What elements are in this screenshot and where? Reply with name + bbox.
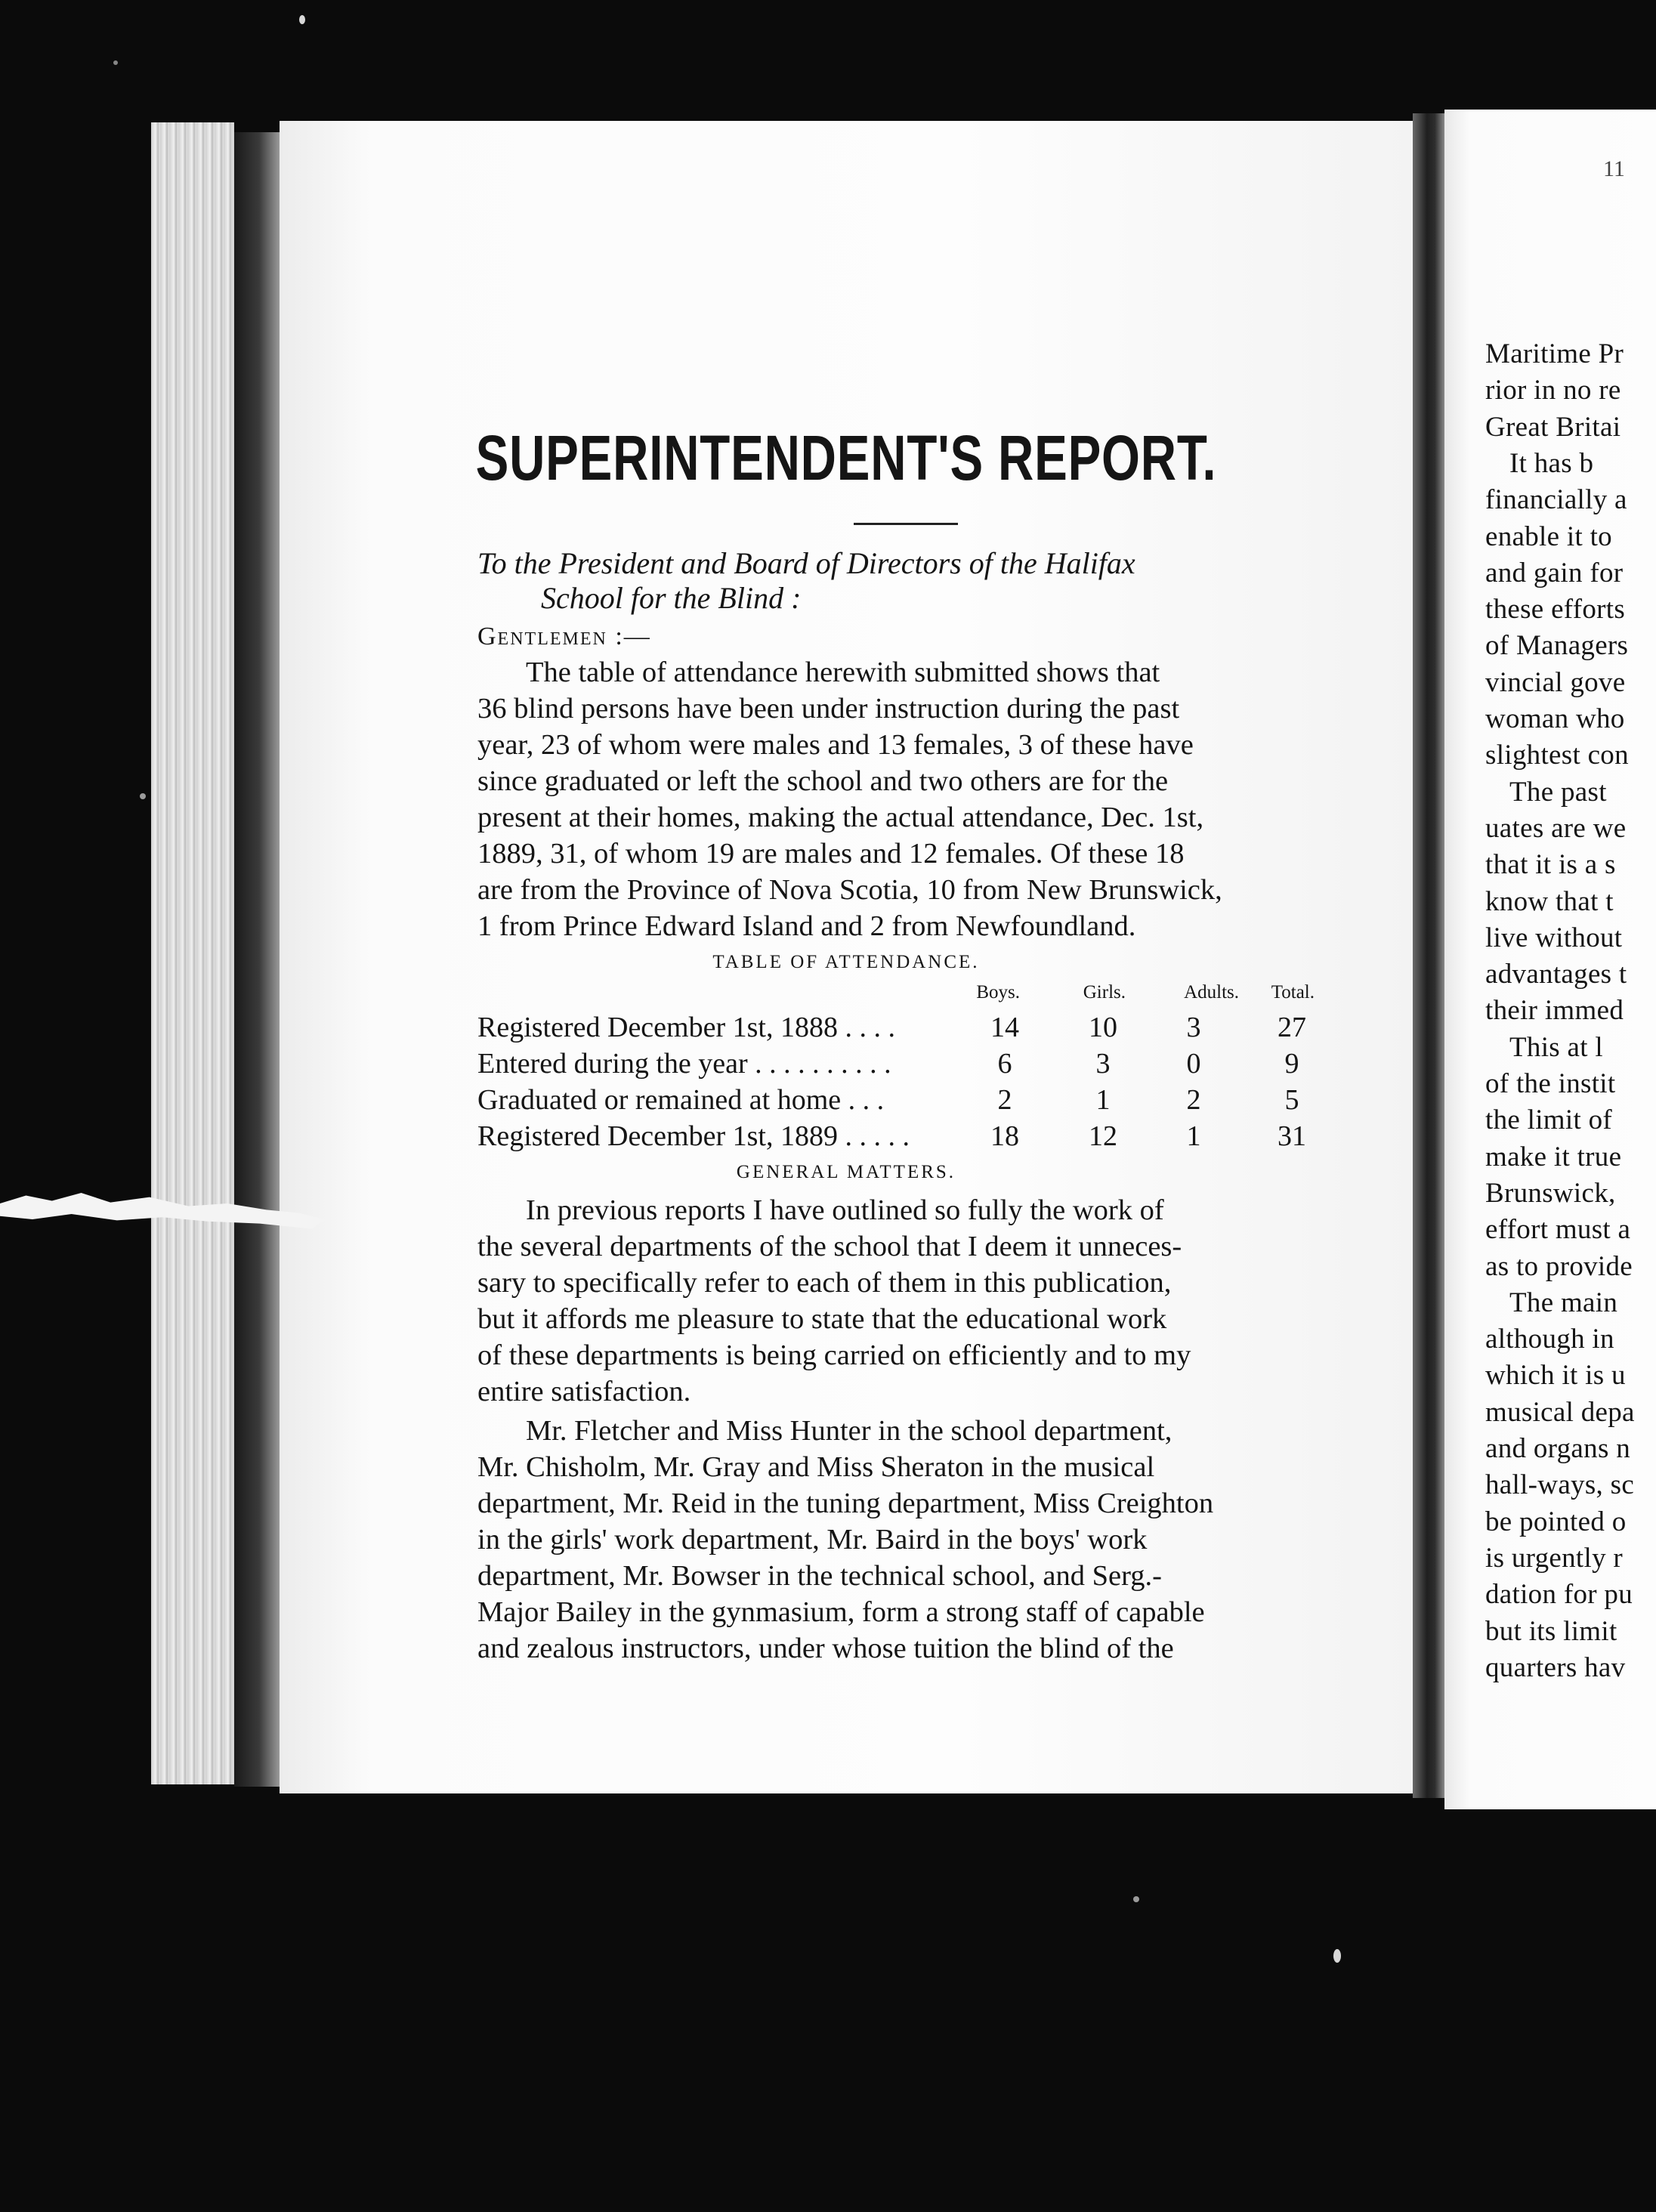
text-line: department, Mr. Bowser in the technical school, and Serg.- <box>477 1560 1162 1592</box>
facing-text-line: but its limit <box>1485 1615 1617 1647</box>
column-header-girls: Girls. <box>1083 982 1126 1003</box>
text-line: 1889, 31, of whom 19 are males and 12 females. Of these 18 <box>477 838 1185 870</box>
facing-text-line: dation for pu <box>1485 1579 1633 1611</box>
table-caption: TABLE OF ATTENDANCE. <box>712 952 980 972</box>
film-speck <box>299 15 305 24</box>
facing-text-line: although in <box>1485 1324 1614 1355</box>
text-line: and zealous instructors, under whose tuition the blind of the <box>477 1633 1174 1664</box>
text-line: sary to specifically refer to each of them in this publication, <box>477 1267 1172 1299</box>
table-row-label: Entered during the year . . . . . . . . . . <box>477 1048 891 1080</box>
text-line: The table of attendance herewith submitted shows that <box>526 656 1160 688</box>
text-line: Major Bailey in the gynmasium, form a strong staff of capable <box>477 1596 1205 1628</box>
table-cell-boys: 14 <box>990 1012 1019 1043</box>
table-cell-girls: 12 <box>1089 1120 1117 1152</box>
table-cell-total: 9 <box>1284 1048 1299 1080</box>
facing-text-line: financially a <box>1485 484 1627 516</box>
salutation-line-2: School for the Blind : <box>541 581 802 615</box>
table-cell-boys: 6 <box>997 1048 1012 1080</box>
table-cell-adults: 0 <box>1186 1048 1201 1080</box>
table-cell-girls: 3 <box>1095 1048 1111 1080</box>
facing-text-line: their immed <box>1485 995 1624 1027</box>
facing-text-line: The main <box>1509 1287 1618 1318</box>
greeting: Gentlemen :— <box>477 623 651 650</box>
column-header-boys: Boys. <box>976 982 1020 1003</box>
text-line: of these departments is being carried on efficiently and to my <box>477 1339 1191 1371</box>
text-line: 36 blind persons have been under instruction during the past <box>477 693 1180 724</box>
facing-text-line: The past <box>1509 776 1607 808</box>
column-header-total: Total. <box>1271 982 1315 1003</box>
table-cell-girls: 1 <box>1095 1084 1111 1116</box>
table-cell-total: 31 <box>1278 1120 1306 1152</box>
facing-text-line: live without <box>1485 922 1623 953</box>
page-stack-edges <box>151 122 234 1784</box>
facing-text-line: Brunswick, <box>1485 1177 1616 1209</box>
facing-text-line: enable it to <box>1485 521 1612 552</box>
table-cell-total: 27 <box>1278 1012 1306 1043</box>
facing-text-line: musical depa <box>1485 1396 1635 1428</box>
table-cell-girls: 10 <box>1089 1012 1117 1043</box>
facing-text-line: This at l <box>1509 1031 1603 1063</box>
text-line: In previous reports I have outlined so fully the work of <box>526 1194 1164 1226</box>
table-cell-adults: 1 <box>1186 1120 1201 1152</box>
text-line: in the girls' work department, Mr. Baird in the boys' work <box>477 1524 1148 1556</box>
left-gutter-shadow <box>234 132 280 1787</box>
text-line: present at their homes, making the actual attendance, Dec. 1st, <box>477 802 1204 833</box>
salutation-line-1: To the President and Board of Directors of the Halifax <box>477 546 1135 580</box>
text-line: Mr. Chisholm, Mr. Gray and Miss Sheraton in the musical <box>477 1451 1155 1483</box>
table-cell-total: 5 <box>1284 1084 1299 1116</box>
facing-text-line: as to provide <box>1485 1250 1633 1282</box>
table-row-label: Graduated or remained at home . . . <box>477 1084 885 1116</box>
facing-text-line: make it true <box>1485 1141 1622 1172</box>
facing-text-line: and gain for <box>1485 557 1624 589</box>
facing-text-line: quarters hav <box>1485 1651 1626 1683</box>
facing-text-line: rior in no re <box>1485 375 1621 406</box>
facing-text-line: hall-ways, sc <box>1485 1469 1635 1501</box>
text-line: are from the Province of Nova Scotia, 10 from New Brunswick, <box>477 874 1222 906</box>
report-page <box>280 121 1413 1793</box>
table-cell-adults: 3 <box>1186 1012 1201 1043</box>
text-line: but it affords me pleasure to state that the educational work <box>477 1303 1167 1335</box>
table-row-label: Registered December 1st, 1889 . . . . . <box>477 1120 910 1152</box>
table-row-label: Registered December 1st, 1888 . . . . <box>477 1012 895 1043</box>
facing-text-line: and organs n <box>1485 1433 1630 1464</box>
facing-text-line: effort must a <box>1485 1214 1631 1246</box>
film-speck <box>113 60 118 65</box>
facing-text-line: slightest con <box>1485 740 1629 771</box>
facing-text-line: woman who <box>1485 703 1625 734</box>
facing-text-line: uates are we <box>1485 812 1627 844</box>
text-line: year, 23 of whom were males and 13 females, 3 of these have <box>477 729 1194 761</box>
facing-text-line: of Managers <box>1485 630 1629 662</box>
title-rule <box>854 523 958 525</box>
facing-text-line: the limit of <box>1485 1104 1613 1136</box>
text-line: department, Mr. Reid in the tuning department, Miss Creighton <box>477 1488 1214 1519</box>
facing-text-line: which it is u <box>1485 1360 1626 1392</box>
facing-text-line: of the instit <box>1485 1068 1616 1099</box>
film-speck <box>1133 1896 1139 1902</box>
table-cell-boys: 2 <box>997 1084 1012 1116</box>
text-line: Mr. Fletcher and Miss Hunter in the school department, <box>526 1415 1172 1447</box>
table-cell-adults: 2 <box>1186 1084 1201 1116</box>
facing-text-line: that it is a s <box>1485 849 1616 881</box>
facing-page <box>1444 110 1656 1809</box>
film-speck <box>1333 1949 1341 1963</box>
section-heading: GENERAL MATTERS. <box>736 1162 956 1182</box>
facing-text-line: advantages t <box>1485 959 1627 990</box>
text-line: since graduated or left the school and two others are for the <box>477 765 1169 797</box>
right-gutter-shadow <box>1413 113 1444 1798</box>
facing-text-line: know that t <box>1485 885 1614 917</box>
film-speck <box>140 793 146 799</box>
facing-text-line: these efforts <box>1485 594 1626 626</box>
facing-text-line: Maritime Pr <box>1485 338 1624 369</box>
facing-text-line: vincial gove <box>1485 666 1626 698</box>
corner-mark: 11 <box>1603 156 1625 181</box>
facing-text-line: Great Britai <box>1485 411 1621 443</box>
text-line: entire satisfaction. <box>477 1376 691 1407</box>
facing-text-line: It has b <box>1509 447 1594 479</box>
page-title: SUPERINTENDENT'S REPORT. <box>475 422 1217 493</box>
facing-text-line: is urgently r <box>1485 1542 1624 1574</box>
column-header-adults: Adults. <box>1184 982 1239 1003</box>
text-line: the several departments of the school that I deem it unneces- <box>477 1231 1182 1262</box>
table-cell-boys: 18 <box>990 1120 1019 1152</box>
facing-text-line: be pointed o <box>1485 1506 1627 1537</box>
text-line: 1 from Prince Edward Island and 2 from Newfoundland. <box>477 910 1136 942</box>
